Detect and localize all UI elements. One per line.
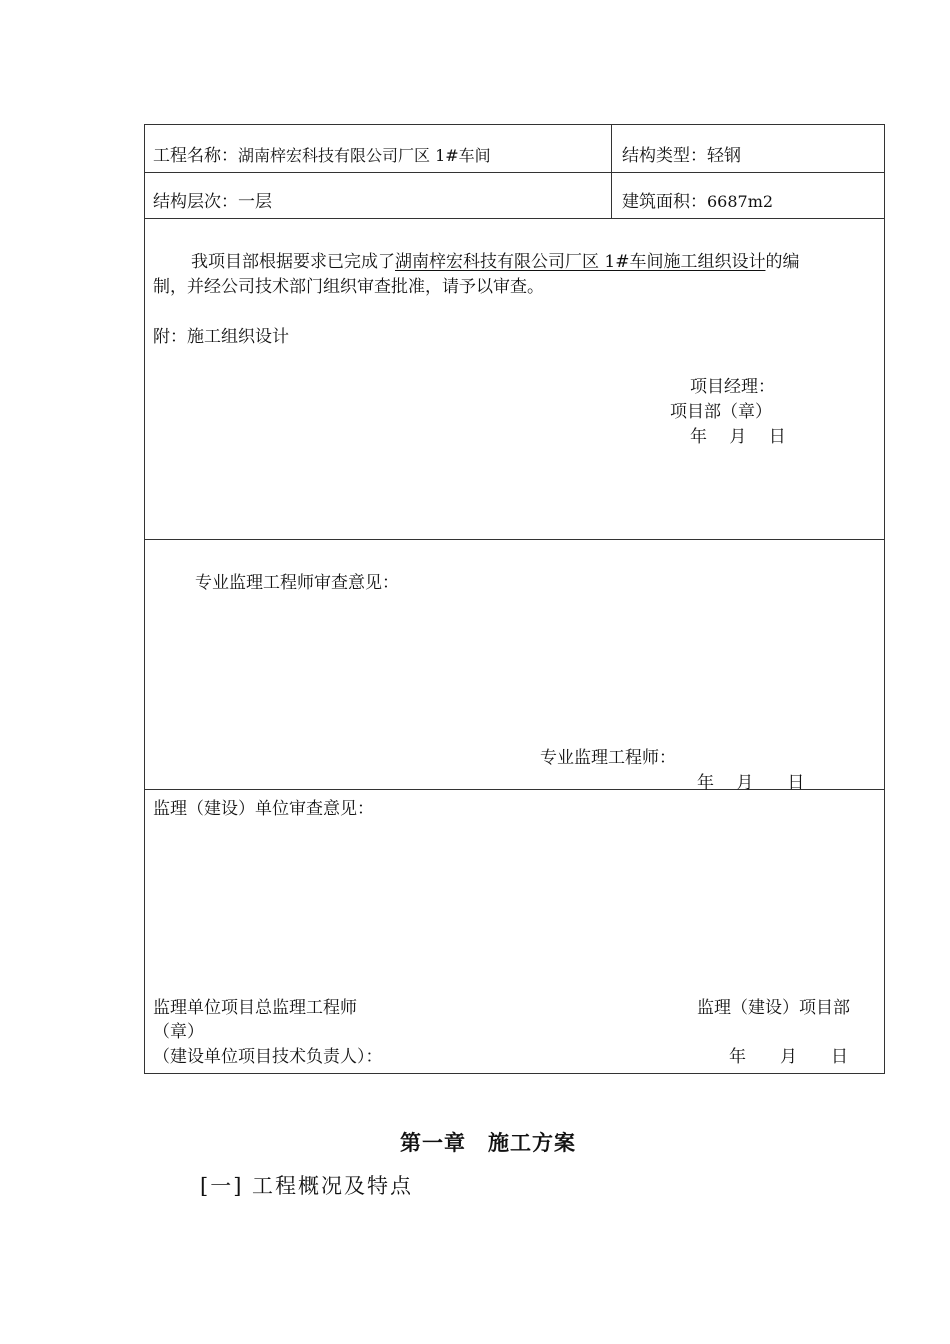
engineer-review-title: 专业监理工程师审查意见： (195, 573, 399, 593)
project-name-field (153, 141, 491, 166)
structure-type-value: 轻钢 (707, 146, 741, 166)
row-divider (144, 218, 885, 219)
engineer-signature: 专业监理工程师： (540, 748, 676, 768)
chief-engineer-label: 监理单位项目总监理工程师 (153, 998, 357, 1018)
engineer-review-date: 年 月 日 (697, 773, 805, 793)
building-area-label: 建筑面积： (622, 192, 707, 212)
project-dept-label: 监理（建设）项目部 (697, 998, 850, 1018)
submission-document-title: 湖南梓宏科技有限公司厂区 1#车间施工组织设计 (395, 252, 766, 272)
attachment-note: 附：施工组织设计 (153, 327, 289, 347)
project-manager-signature: 项目经理： (690, 377, 775, 397)
building-area-value: 6687m2 (707, 192, 774, 211)
submission-prefix: 我项目部根据要求已完成了 (191, 252, 395, 272)
structure-levels-field (153, 187, 272, 212)
structure-levels-label: 结构层次： (153, 192, 238, 212)
tech-responsible-label: （建设单位项目技术负责人）： (153, 1047, 383, 1067)
structure-levels-value: 一层 (238, 192, 272, 212)
row-divider (144, 539, 885, 540)
unit-review-date: 年 月 日 (729, 1047, 848, 1067)
structure-type-label: 结构类型： (622, 146, 707, 166)
submission-line-2: 制，并经公司技术部门组织审查批准，请予以审查。 (153, 277, 544, 297)
submission-line-1 (191, 247, 799, 272)
project-name-value: 湖南梓宏科技有限公司厂区 1#车间 (238, 146, 491, 165)
section-title: [一] 工程概况及特点 (200, 1174, 414, 1198)
row-divider (144, 172, 885, 173)
unit-seal-label: （章） (153, 1022, 204, 1042)
building-area-field (622, 187, 773, 212)
project-name-label: 工程名称： (153, 146, 238, 166)
submission-date: 年 月 日 (690, 427, 786, 447)
project-dept-seal: 项目部（章） (670, 402, 772, 422)
submission-suffix: 的编 (765, 252, 800, 272)
chapter-title: 第一章 施工方案 (400, 1130, 576, 1155)
structure-type-field (622, 141, 741, 166)
column-divider (611, 124, 612, 218)
unit-review-title: 监理（建设）单位审查意见： (153, 799, 374, 819)
